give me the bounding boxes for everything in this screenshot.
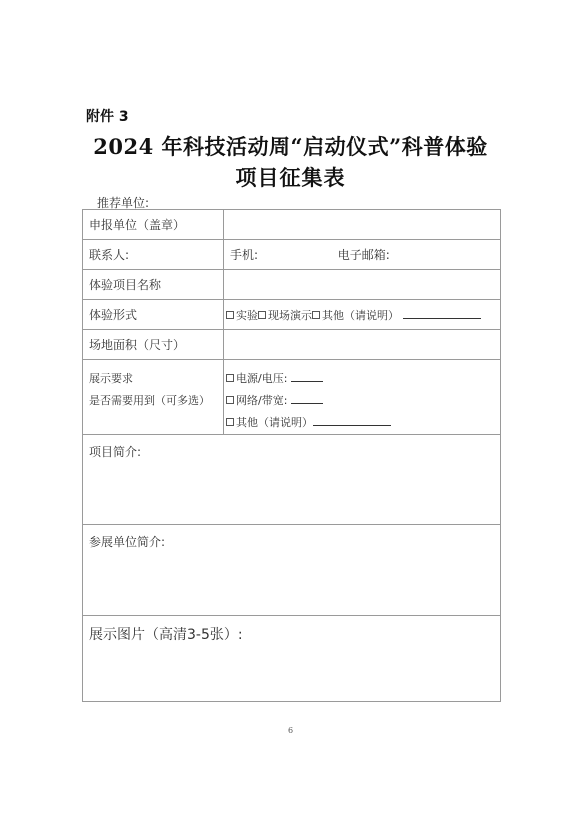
form-type-options — [224, 300, 501, 330]
project-intro-cell[interactable] — [83, 435, 501, 525]
row-exhibitor-intro — [83, 525, 501, 616]
row-contact — [83, 240, 501, 270]
email-label: 电子邮箱: — [337, 248, 390, 262]
applicant-value[interactable] — [224, 210, 501, 240]
row-project-intro — [83, 435, 501, 525]
other-type-blank[interactable] — [403, 308, 481, 319]
application-form-table — [82, 209, 501, 702]
network-blank[interactable] — [291, 393, 323, 404]
row-display-requirements — [83, 360, 501, 435]
applicant-label: 申报单位（盖章） — [83, 210, 224, 240]
recommend-unit-label: 推荐单位: — [97, 196, 150, 210]
phone-label: 手机: — [230, 248, 259, 262]
network-checkbox[interactable] — [226, 396, 234, 404]
row-project-name — [83, 270, 501, 300]
other-req-option-label: 其他（请说明） — [236, 416, 313, 429]
other-type-option-label: 其他（请说明） — [322, 308, 399, 322]
form-type-label: 体验形式 — [83, 300, 224, 330]
project-name-value[interactable] — [224, 270, 501, 300]
row-photos — [83, 616, 501, 702]
other-type-checkbox[interactable] — [312, 311, 320, 319]
network-option-label: 网络/带宽: — [236, 394, 288, 407]
page-subtitle: 项目征集表 — [235, 165, 346, 190]
row-venue — [83, 330, 501, 360]
power-option-label: 电源/电压: — [236, 372, 288, 385]
other-req-blank[interactable] — [313, 415, 391, 426]
photos-cell[interactable] — [83, 616, 501, 702]
experiment-checkbox[interactable] — [226, 311, 234, 319]
power-blank[interactable] — [291, 371, 323, 382]
project-intro-label: 项目简介: — [89, 445, 142, 459]
contact-label: 联系人: — [83, 240, 224, 270]
attachment-label: 附件 3 — [86, 109, 129, 125]
row-applicant — [83, 210, 501, 240]
exhibitor-intro-label: 参展单位简介: — [89, 535, 166, 549]
other-req-checkbox[interactable] — [226, 418, 234, 426]
contact-info-cell[interactable] — [224, 240, 501, 270]
page-number: 6 — [287, 726, 294, 735]
venue-value[interactable] — [224, 330, 501, 360]
experiment-option-label: 实验 — [236, 308, 258, 322]
demo-option-label: 现场演示 — [268, 308, 312, 322]
demo-checkbox[interactable] — [258, 311, 266, 319]
venue-label: 场地面积（尺寸） — [83, 330, 224, 360]
display-req-label: 展示要求 — [89, 372, 133, 385]
project-name-label: 体验项目名称 — [83, 270, 224, 300]
row-form-type — [83, 300, 501, 330]
photos-label: 展示图片（高清3-5张）: — [89, 627, 243, 643]
page-title: 2024 年科技活动周“启动仪式”科普体验 — [93, 134, 488, 159]
exhibitor-intro-cell[interactable] — [83, 525, 501, 616]
display-req-sub: 是否需要用到（可多选） — [89, 394, 210, 407]
power-checkbox[interactable] — [226, 374, 234, 382]
display-req-cell — [83, 360, 224, 435]
display-req-options — [224, 360, 501, 435]
